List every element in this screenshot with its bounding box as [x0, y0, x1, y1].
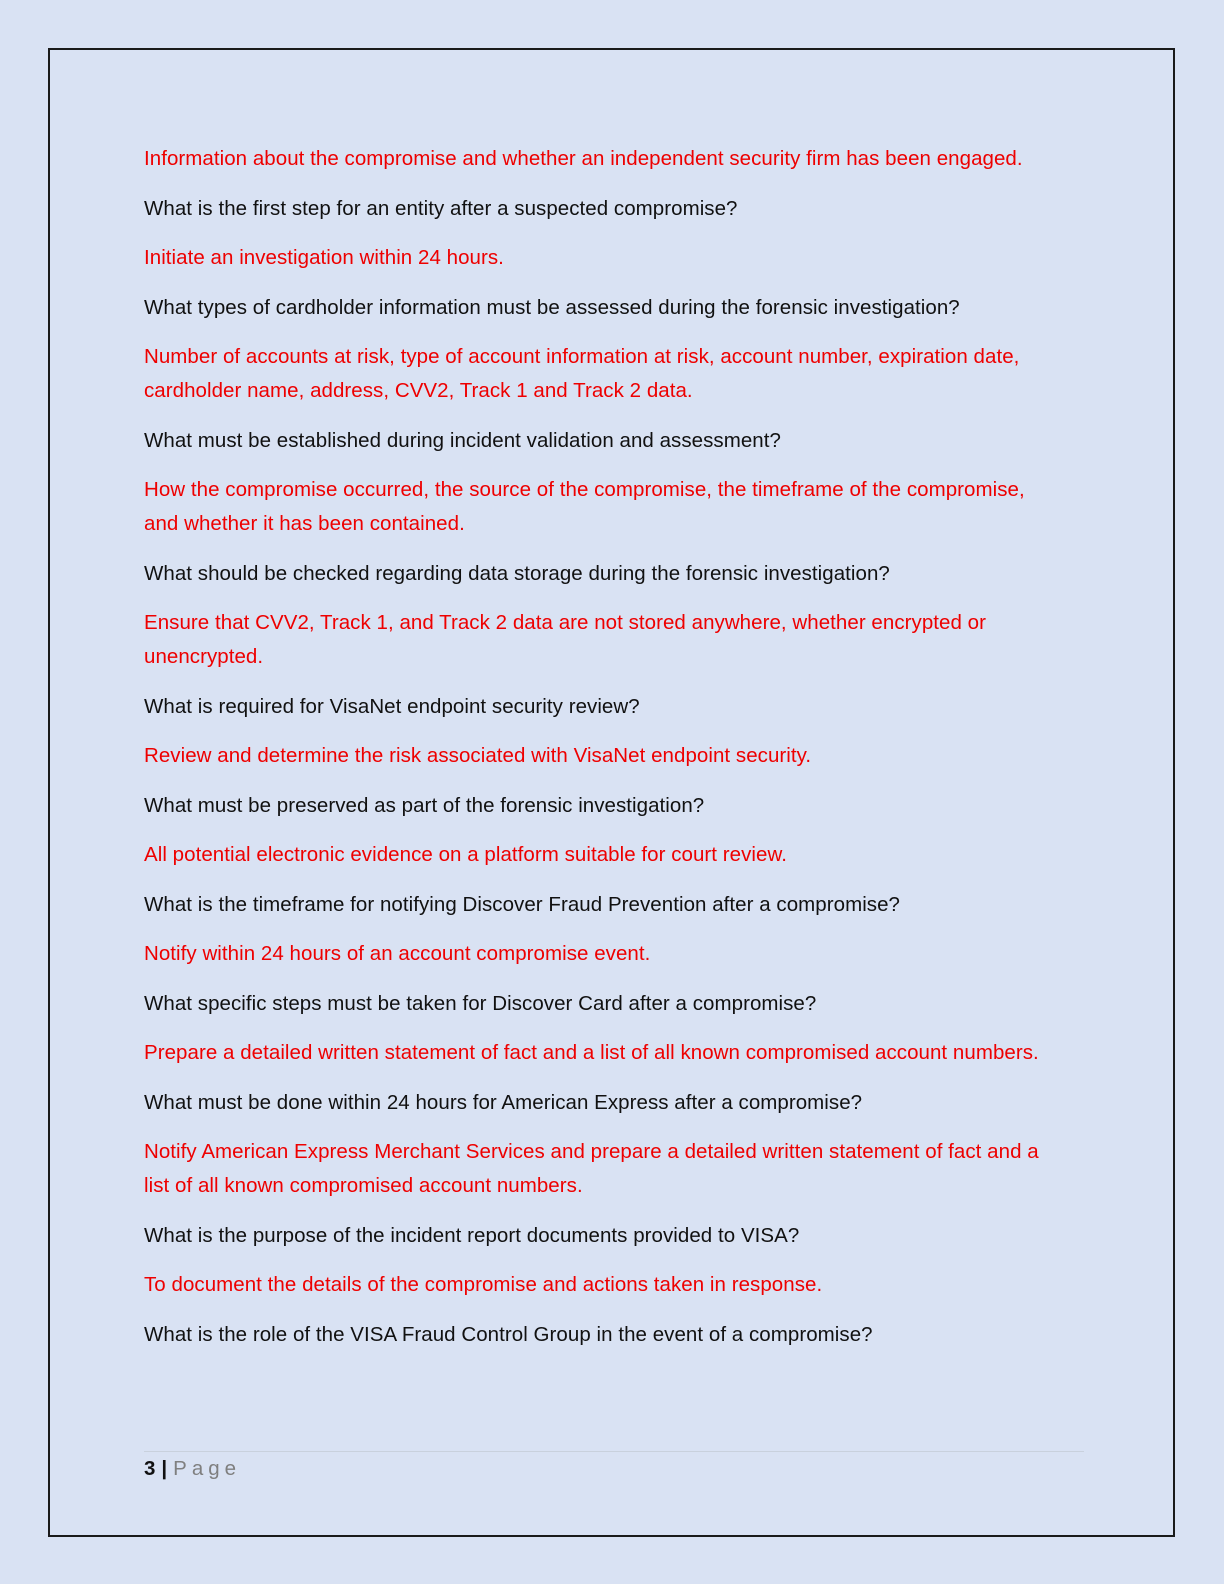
- question-text: What must be done within 24 hours for American Express after a compromise?: [144, 1090, 863, 1114]
- answer-text: Notify within 24 hours of an account compromise event.: [144, 942, 651, 965]
- question-text: What specific steps must be taken for Discover Card after a compromise?: [144, 991, 817, 1015]
- answer-text: How the compromise occurred, the source of the compromise, the timeframe of the compromise, and whether it has been contained.: [144, 478, 1025, 535]
- footer-divider: [144, 1451, 1084, 1452]
- answer-text: Review and determine the risk associated with VisaNet endpoint security.: [144, 744, 812, 767]
- answer-text: Information about the compromise and whether an independent security firm has been engaged.: [144, 147, 1023, 170]
- page-footer: [144, 1454, 241, 1484]
- answer-text: Notify American Express Merchant Services and prepare a detailed written statement of fact and a list of all known compromised account numbers.: [144, 1140, 1039, 1197]
- question-text: What is the role of the VISA Fraud Control Group in the event of a compromise?: [144, 1322, 873, 1346]
- page-number: 3: [144, 1457, 156, 1480]
- answer-text: Prepare a detailed written statement of fact and a list of all known compromised account numbers.: [144, 1041, 1039, 1064]
- question-text: What must be established during incident validation and assessment?: [144, 428, 781, 452]
- question-text: What must be preserved as part of the forensic investigation?: [144, 793, 705, 817]
- question-text: What types of cardholder information must be assessed during the forensic investigation?: [144, 295, 960, 319]
- question-text: What is the timeframe for notifying Discover Fraud Prevention after a compromise?: [144, 892, 901, 916]
- answer-text: Number of accounts at risk, type of account information at risk, account number, expiration date, cardholder name, address, CVV2, Track 1 and Track 2 data.: [144, 345, 1020, 402]
- answer-text: Initiate an investigation within 24 hours.: [144, 246, 504, 269]
- answer-text: To document the details of the compromise and actions taken in response.: [144, 1273, 823, 1296]
- footer-separator: |: [161, 1457, 168, 1480]
- question-text: What should be checked regarding data storage during the forensic investigation?: [144, 561, 890, 585]
- answer-text: All potential electronic evidence on a platform suitable for court review.: [144, 843, 787, 866]
- question-text: What is the first step for an entity after a suspected compromise?: [144, 196, 738, 220]
- page-label: Page: [173, 1457, 242, 1480]
- answer-text: Ensure that CVV2, Track 1, and Track 2 data are not stored anywhere, whether encrypted or unencrypted.: [144, 611, 986, 668]
- document-body: [144, 142, 1044, 1367]
- question-text: What is the purpose of the incident report documents provided to VISA?: [144, 1223, 800, 1247]
- question-text: What is required for VisaNet endpoint security review?: [144, 694, 640, 718]
